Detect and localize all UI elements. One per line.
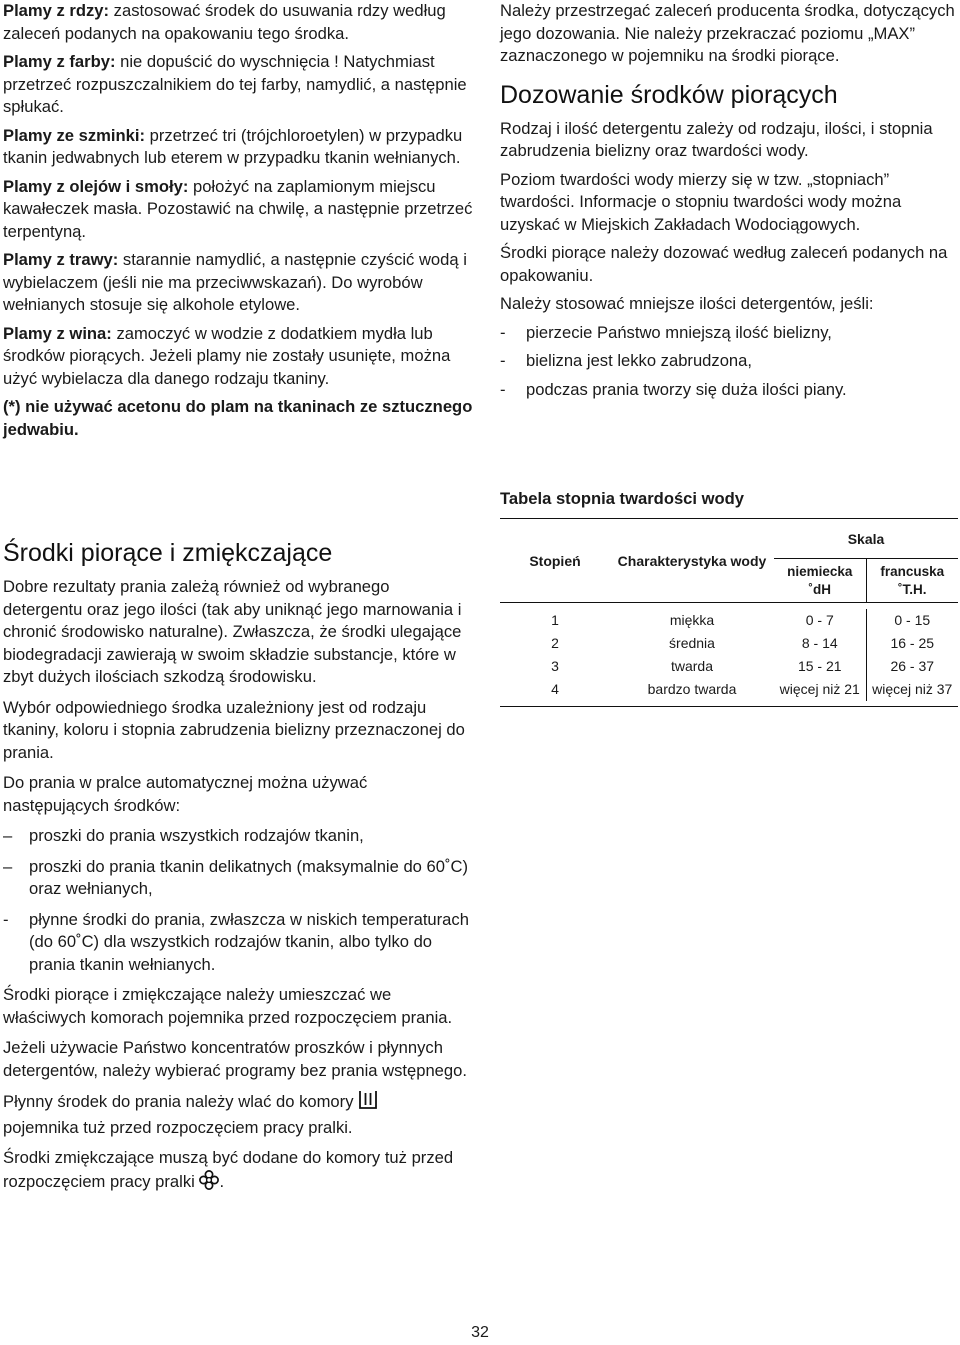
table-title: Tabela stopnia twardości wody [500,489,745,508]
list-item: - podczas prania tworzy się duża ilości piany. [500,379,847,399]
section-heading-detergents: Środki piorące i zmiękczające [3,539,333,567]
paragraph-main-wash: Płynny środek do prania należy wlać do komory pojemnika tuż przed rozpoczęciem pracy pralki. [3,1090,473,1139]
list-item: - płynne środki do prania, zwłaszcza w niskich temperaturach (do 60˚C) dla wszystkich rodzajów tkanin, albo tylko do prania tkanin wełnianych. [3,909,469,974]
paragraph: Rodzaj i ilość detergentu zależy od rodzaju, ilości, i stopnia zabrudzenia bielizny oraz twardości wody. [500,118,933,160]
paragraph: Należy przestrzegać zaleceń producenta środka, dotyczących jego dozowania. Nie należy przekraczać poziomu „MAX” zaznaczonego w pojemniku na środki piorące. [500,1,955,65]
paragraph: Wybór odpowiedniego środka uzależniony jest od rodzaju tkaniny, koloru i stopnia zabrudzenia bielizny przeznaczonej do prania. [3,697,465,762]
paragraph: Środki piorące należy dozować według zaleceń podanych na opakowaniu. [500,243,948,285]
stain-wine: Plamy z wina: zamoczyć w wodzie z dodatkiem mydła lub środków piorących. Jeżeli plamy nie zostały usunięte, można użyć wybielacza dla danego rodzaju tkaniny. [3,323,451,388]
stain-paint: Plamy z farby: nie dopuścić do wyschnięcia ! Natychmiast przetrzeć rozpuszczalnikiem do tej farby, namydlić, a następnie spłukać. [3,52,467,116]
list-item: - bielizna jest lekko zabrudzona, [500,351,752,370]
detergent-list [3,825,473,976]
paragraph-softener: Środki zmiękczające muszą być dodane do komory tuż przed rozpoczęciem pracy pralki . [3,1147,473,1196]
header-scale: Skala [774,519,958,559]
list-item: - pierzecie Państwo mniejszą ilość bielizny, [500,322,832,342]
paragraph: Poziom twardości wody mierzy się w tzw. „stopniach” twardości. Informacje o stopniu twardości wody można uzyskać w Miejskich Zakładach Wodociągowych. [500,169,902,234]
paragraph: Do prania w pralce automatycznej można używać następujących środków: [3,773,368,815]
table-row: 1 miękka 0 - 7 0 - 15 [500,609,958,632]
header-french: francuska ˚T.H. [880,563,945,597]
section-heading-dosage: Dozowanie środków piorących [500,80,838,109]
paragraph: Dobre rezultaty prania zależą również od wybranego detergentu oraz jego ilości (tak aby uniknąć jego marnowania i chronić środowisko naturalne). Zwłaszcza, że środki ulegające biodegradacji zawierają w swoim składzie substancje, które w zbyt dużych ilościach szkodzą środowisku. [3,577,462,686]
detergents-section [3,538,473,1196]
table-row: 3 twarda 15 - 21 26 - 37 [500,655,958,678]
stain-oil-tar: Plamy z olejów i smoły: położyć na zaplamionym miejscu kawałeczek masła. Pozostawić na chwilę, a następnie przetrzeć terpentyną. [3,176,473,241]
flower-softener-icon [199,1170,219,1197]
stain-rust: Plamy z rdzy: zastosować środek do usuwania rdzy według zaleceń podanych na opakowaniu tego środka. [3,1,446,43]
list-item: – proszki do prania tkanin delikatnych (maksymalnie do 60˚C) oraz wełnianych, [3,856,469,898]
page-number: 32 [471,1324,489,1341]
header-degree: Stopień [500,519,610,603]
stain-lipstick: Plamy ze szminki: przetrzeć tri (trójchloroetylen) w przypadku tkanin jedwabnych lub eterem w przypadku tkanin wełnianych. [3,125,463,167]
header-german: niemiecka ˚dH [774,559,866,603]
paragraph: Należy stosować mniejsze ilości detergentów, jeśli: [500,294,874,313]
list-item: – proszki do prania wszystkich rodzajów tkanin, [3,826,364,845]
stain-list [3,0,473,441]
stain-grass: Plamy z trawy: starannie namydlić, a następnie czyścić wodą i wybielaczem (jeśli nie ma przeciwwskazań). Do wyrobów wełnianych stosuje się alkohole etylowe. [3,250,467,314]
table-row: 2 średnia 8 - 14 16 - 25 [500,632,958,655]
main-wash-compartment-icon [358,1090,378,1117]
acetone-note: (*) nie używać acetonu do plam na tkaninach ze sztucznego jedwabiu. [3,397,473,439]
paragraph: Środki piorące i zmiękczające należy umieszczać we właściwych komorach pojemnika przed rozpoczęciem prania. [3,985,453,1027]
header-characteristic: Charakterystyka wody [610,519,774,603]
right-column [500,0,958,401]
paragraph: Jeżeli używacie Państwo koncentratów proszków i płynnych detergentów, należy wybierać programy bez prania wstępnego. [3,1038,467,1080]
water-hardness-table [500,518,958,707]
reduce-list [500,322,958,402]
table-row: 4 bardzo twarda więcej niż 21 więcej niż 37 [500,678,958,701]
